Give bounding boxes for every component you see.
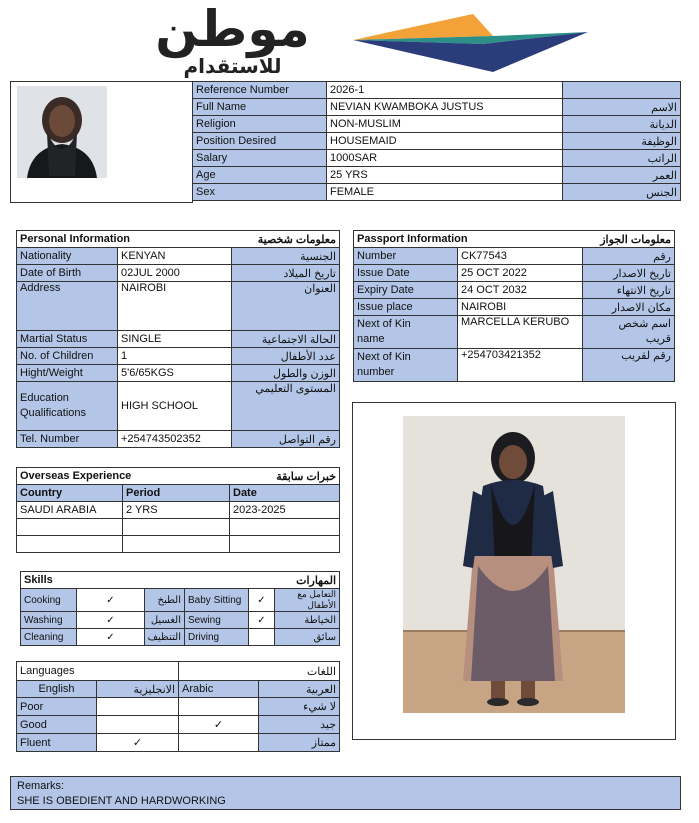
- experience-title-ar: خبرات سابقة: [230, 468, 340, 485]
- skill-sewing-check: ✓: [249, 612, 275, 629]
- skill-cleaning-check: ✓: [77, 629, 145, 646]
- height-weight-label: Hight/Weight: [17, 365, 118, 382]
- arabic-ar: العربية: [259, 681, 340, 698]
- table-row: [17, 382, 340, 431]
- skills-title: Skills: [21, 572, 185, 589]
- table-row: [17, 248, 340, 265]
- level-fluent-label: Fluent: [17, 734, 97, 752]
- headshot-photo: [17, 86, 107, 178]
- table-row: [354, 316, 675, 349]
- dob-value: 02JUL 2000: [118, 265, 232, 282]
- kin-number-label: [354, 349, 458, 382]
- kin-number-label-line1: Next of Kin: [357, 351, 411, 363]
- children-value: 1: [118, 348, 232, 365]
- religion-label: Religion: [193, 116, 327, 133]
- age-ar: العمر: [563, 167, 681, 184]
- skill-babysitting-ar-line1: التعامل مع: [297, 589, 337, 599]
- kin-name-label-line2: name: [357, 333, 385, 345]
- height-weight-value: 5'6/65KGS: [118, 365, 232, 382]
- table-row: [17, 265, 340, 282]
- salary-label: Salary: [193, 150, 327, 167]
- skill-washing-label: Washing: [21, 612, 77, 629]
- religion-value: NON-MUSLIM: [327, 116, 563, 133]
- nationality-label: Nationality: [17, 248, 118, 265]
- passport-number-ar: رقم: [583, 248, 675, 265]
- personal-info-title: Personal Information: [17, 231, 232, 248]
- arabic-fluent-check: [179, 734, 259, 752]
- table-row: [17, 331, 340, 348]
- table-row: [17, 502, 340, 519]
- experience-country: [17, 519, 123, 536]
- table-row: [17, 519, 340, 536]
- country-header: Country: [17, 485, 123, 502]
- section-header: [354, 231, 675, 248]
- personal-info-table: [16, 230, 340, 448]
- skill-driving-label: Driving: [185, 629, 249, 646]
- issue-date-value: 25 OCT 2022: [458, 265, 583, 282]
- remarks-value: SHE IS OBEDIENT AND HARDWORKING: [17, 795, 226, 807]
- level-good-ar: جيد: [259, 716, 340, 734]
- skill-babysitting-ar: [275, 589, 340, 612]
- company-logo: [95, 0, 595, 80]
- skill-babysitting-check: ✓: [249, 589, 275, 612]
- table-row: [17, 365, 340, 382]
- table-row: [17, 431, 340, 448]
- kin-name-label-line1: Next of Kin: [357, 318, 411, 330]
- level-poor-label: Poor: [17, 698, 97, 716]
- logo-arabic-sub: للاستقدام: [183, 54, 282, 78]
- table-row: [17, 282, 340, 331]
- age-label: Age: [193, 167, 327, 184]
- arabic-label: Arabic: [179, 681, 259, 698]
- education-ar: المستوى التعليمي: [232, 382, 340, 431]
- english-poor-check: [97, 698, 179, 716]
- reference-number-ar: [563, 82, 681, 99]
- table-row: [193, 82, 681, 99]
- level-fluent-ar: ممتاز: [259, 734, 340, 752]
- dob-label: Date of Birth: [17, 265, 118, 282]
- experience-date: [230, 519, 340, 536]
- skill-cleaning-ar: التنظيف: [145, 629, 185, 646]
- address-label: Address: [17, 282, 118, 331]
- kin-number-label-line2: number: [357, 366, 395, 378]
- kin-name-value: MARCELLA KERUBO: [458, 316, 583, 349]
- skill-sewing-ar: الخياطة: [275, 612, 340, 629]
- marital-ar: الحالة الاجتماعية: [232, 331, 340, 348]
- skill-washing-check: ✓: [77, 612, 145, 629]
- issue-date-label: Issue Date: [354, 265, 458, 282]
- address-value: NAIROBI: [118, 282, 232, 331]
- experience-period: [123, 519, 230, 536]
- table-row: [193, 116, 681, 133]
- kin-number-value: +254703421352: [458, 349, 583, 382]
- experience-date: 2023-2025: [230, 502, 340, 519]
- section-header: [21, 572, 340, 589]
- table-row: [17, 536, 340, 553]
- children-ar: عدد الأطفال: [232, 348, 340, 365]
- expiry-date-label: Expiry Date: [354, 282, 458, 299]
- education-label-line1: Education: [20, 392, 69, 404]
- tel-ar: رقم التواصل: [232, 431, 340, 448]
- marital-label: Martial Status: [17, 331, 118, 348]
- table-row: [193, 167, 681, 184]
- skill-cleaning-label: Cleaning: [21, 629, 77, 646]
- skill-babysitting-label: Baby Sitting: [185, 589, 249, 612]
- table-row: [17, 716, 340, 734]
- table-row: [17, 348, 340, 365]
- sex-ar: الجنس: [563, 184, 681, 201]
- skills-title-ar: المهارات: [185, 572, 340, 589]
- experience-date: [230, 536, 340, 553]
- education-value: HIGH SCHOOL: [118, 382, 232, 431]
- remarks-box: [10, 776, 681, 810]
- expiry-date-ar: تاريخ الانتهاء: [583, 282, 675, 299]
- kin-name-ar-line2: قريب: [645, 333, 671, 345]
- languages-table: [16, 661, 340, 752]
- expiry-date-value: 24 OCT 2032: [458, 282, 583, 299]
- full-name-label: Full Name: [193, 99, 327, 116]
- english-label: English: [17, 681, 97, 698]
- experience-country: SAUDI ARABIA: [17, 502, 123, 519]
- kin-name-ar: [583, 316, 675, 349]
- reference-number-value: 2026-1: [327, 82, 563, 99]
- table-header-row: [17, 681, 340, 698]
- issue-date-ar: تاريخ الاصدار: [583, 265, 675, 282]
- date-header: Date: [230, 485, 340, 502]
- height-weight-ar: الوزن والطول: [232, 365, 340, 382]
- marital-value: SINGLE: [118, 331, 232, 348]
- dob-ar: تاريخ الميلاد: [232, 265, 340, 282]
- logo-arabic-main: موطن: [155, 0, 310, 58]
- section-header: [17, 468, 340, 485]
- level-poor-ar: لا شيء: [259, 698, 340, 716]
- tel-label: Tel. Number: [17, 431, 118, 448]
- section-header: [17, 231, 340, 248]
- arabic-good-check: ✓: [179, 716, 259, 734]
- passport-info-title-ar: معلومات الجواز: [583, 231, 675, 248]
- salary-value: 1000SAR: [327, 150, 563, 167]
- experience-period: [123, 536, 230, 553]
- issue-place-ar: مكان الاصدار: [583, 299, 675, 316]
- passport-number-label: Number: [354, 248, 458, 265]
- table-row: [21, 589, 340, 612]
- skill-babysitting-ar-line2: الأطفال: [307, 600, 337, 610]
- education-label-line2: Qualifications: [20, 407, 87, 419]
- level-good-label: Good: [17, 716, 97, 734]
- age-value: 25 YRS: [327, 167, 563, 184]
- tel-value: +254743502352: [118, 431, 232, 448]
- full-name-value: NEVIAN KWAMBOKA JUSTUS: [327, 99, 563, 116]
- passport-info-table: [353, 230, 675, 382]
- arabic-poor-check: [179, 698, 259, 716]
- full-body-photo: [403, 416, 625, 713]
- profile-photo-frame: [10, 81, 193, 203]
- table-row: [354, 282, 675, 299]
- skill-cooking-ar: الطبخ: [145, 589, 185, 612]
- experience-country: [17, 536, 123, 553]
- table-row: [17, 734, 340, 752]
- skill-driving-check: [249, 629, 275, 646]
- experience-title: Overseas Experience: [17, 468, 230, 485]
- passport-number-value: CK77543: [458, 248, 583, 265]
- skill-washing-ar: الغسيل: [145, 612, 185, 629]
- table-row: [193, 133, 681, 150]
- salary-ar: الراتب: [563, 150, 681, 167]
- english-fluent-check: ✓: [97, 734, 179, 752]
- languages-title-ar: اللغات: [179, 662, 340, 681]
- table-row: [21, 612, 340, 629]
- nationality-value: KENYAN: [118, 248, 232, 265]
- address-ar: العنوان: [232, 282, 340, 331]
- table-row: [17, 698, 340, 716]
- table-row: [193, 150, 681, 167]
- religion-ar: الديانة: [563, 116, 681, 133]
- skill-sewing-label: Sewing: [185, 612, 249, 629]
- position-ar: الوظيفة: [563, 133, 681, 150]
- experience-table: [16, 467, 340, 553]
- skills-table: [20, 571, 340, 646]
- table-row: [354, 265, 675, 282]
- summary-table: [192, 81, 681, 201]
- education-label: [17, 382, 118, 431]
- table-row: [193, 99, 681, 116]
- period-header: Period: [123, 485, 230, 502]
- nationality-ar: الجنسية: [232, 248, 340, 265]
- table-row: [354, 299, 675, 316]
- logo-emblem-icon: [353, 14, 593, 74]
- sex-value: FEMALE: [327, 184, 563, 201]
- kin-number-ar: رقم لقريب: [583, 349, 675, 382]
- position-label: Position Desired: [193, 133, 327, 150]
- section-header: [17, 662, 340, 681]
- reference-number-label: Reference Number: [193, 82, 327, 99]
- full-name-ar: الاسم: [563, 99, 681, 116]
- skill-cooking-label: Cooking: [21, 589, 77, 612]
- kin-name-ar-line1: اسم شخص: [618, 318, 671, 330]
- languages-title: Languages: [17, 662, 179, 681]
- table-row: [193, 184, 681, 201]
- position-value: HOUSEMAID: [327, 133, 563, 150]
- skill-cooking-check: ✓: [77, 589, 145, 612]
- full-body-photo-frame: [352, 402, 676, 740]
- kin-name-label: [354, 316, 458, 349]
- remarks-label: Remarks:: [17, 780, 65, 792]
- passport-info-title: Passport Information: [354, 231, 583, 248]
- personal-info-title-ar: معلومات شخصية: [232, 231, 340, 248]
- english-good-check: [97, 716, 179, 734]
- table-row: [354, 349, 675, 382]
- skill-driving-ar: سائق: [275, 629, 340, 646]
- sex-label: Sex: [193, 184, 327, 201]
- english-ar: الانجليزية: [97, 681, 179, 698]
- issue-place-label: Issue place: [354, 299, 458, 316]
- table-header-row: [17, 485, 340, 502]
- table-row: [21, 629, 340, 646]
- table-row: [354, 248, 675, 265]
- issue-place-value: NAIROBI: [458, 299, 583, 316]
- children-label: No. of Children: [17, 348, 118, 365]
- experience-period: 2 YRS: [123, 502, 230, 519]
